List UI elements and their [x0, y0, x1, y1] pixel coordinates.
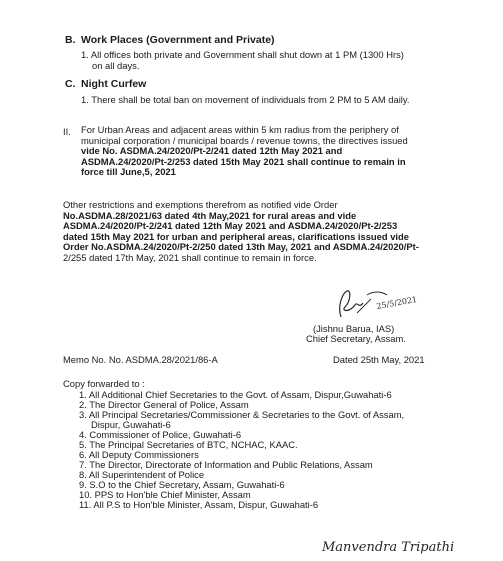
- other-restrictions-line: ASDMA.24/2020/Pt-2/241 dated 12th May 2021 and ASDMA.24/2020/Pt-2/253: [63, 221, 398, 232]
- memo-date: Dated 25th May, 2021: [333, 354, 425, 365]
- section-c-title: Night Curfew: [81, 78, 147, 90]
- chief-secretary-signature: [327, 283, 437, 323]
- memo-number: Memo No. No. ASDMA.28/2021/86-A: [63, 354, 218, 365]
- list-item: 3. All Principal Secretaries/Commissioner & Secretaries to the Govt. of Assam,: [79, 409, 405, 420]
- section-ii-line: force till June,5, 2021: [81, 167, 176, 178]
- signatory-name: (Jishnu Barua, IAS): [313, 323, 395, 334]
- signatory-designation: Chief Secretary, Assam.: [306, 333, 406, 344]
- list-item: 8. All Superintendent of Police: [79, 469, 205, 480]
- section-ii-line: vide No. ASDMA.24/2020/Pt-2/241 dated 12th May 2021 and: [81, 146, 343, 157]
- list-item: 1. All Additional Chief Secretaries to the Govt. of Assam, Dispur,Guwahati-6: [79, 389, 392, 400]
- other-restrictions-line: Order No.ASDMA.24/2020/Pt-2/250 dated 13th May, 2021 and ASDMA.24/2020/Pt-: [63, 242, 419, 253]
- section-b-marker: B.: [65, 34, 76, 46]
- section-ii-paragraph: [81, 125, 435, 196]
- list-item: 5. The Principal Secretaries of BTC, NCHAC, KAAC.: [79, 439, 298, 450]
- section-ii-marker: II.: [63, 126, 71, 137]
- section-ii-line: For Urban Areas and adjacent areas within 5 km radius from the periphery of: [81, 125, 399, 135]
- list-item: 6. All Deputy Commissioners: [79, 449, 199, 460]
- list-item: 7. The Director, Directorate of Information and Public Relations, Assam: [79, 459, 373, 470]
- copy-forwarded-heading: Copy forwarded to :: [63, 378, 145, 389]
- other-restrictions-line: Other restrictions and exemptions therefrom as notified vide Order: [63, 200, 338, 210]
- list-item: 2. The Director General of Police, Assam: [79, 399, 249, 410]
- section-ii-line: municipal corporation / municipal boards / revenue towns, the directives issued: [81, 135, 408, 146]
- list-item: 9. S.O to the Chief Secretary, Assam, Guwahati-6: [79, 479, 285, 490]
- other-restrictions-line: 2/255 dated 17th May, 2021 shall continue to remain in force.: [63, 252, 317, 263]
- section-b-item-1-cont: on all days.: [92, 60, 140, 71]
- section-c-item-1: 1. There shall be total ban on movement of individuals from 2 PM to 5 AM daily.: [81, 94, 410, 105]
- other-restrictions-line: No.ASDMA.28/2021/63 dated 4th May,2021 for rural areas and vide: [63, 210, 357, 221]
- other-restrictions-paragraph: [63, 200, 435, 264]
- bottom-signature: [318, 533, 468, 559]
- handwritten-date: 25/5/2021: [375, 294, 418, 311]
- list-item: Dispur, Guwahati-6: [91, 419, 171, 430]
- section-b-item-1: 1. All offices both private and Government shall shut down at 1 PM (1300 Hrs): [81, 49, 404, 60]
- section-ii-line: ASDMA.24/2020/Pt-2/253 dated 15th May 2021 shall continue to remain in: [81, 156, 406, 167]
- copy-forwarded-list: [79, 390, 404, 510]
- list-item: 11. All P.S to Hon'ble Minister, Assam, Dispur, Guwahati-6: [79, 499, 319, 510]
- section-b-title: Work Places (Government and Private): [81, 34, 275, 46]
- list-item: 10. PPS to Hon'ble Chief Minister, Assam: [79, 489, 251, 500]
- other-restrictions-line: dated 15th May 2021 for urban and peripheral areas, clarifications issued vide: [63, 231, 409, 242]
- section-c-marker: C.: [65, 78, 76, 90]
- bottom-signature-text: Manvendra Tripathi: [322, 540, 455, 555]
- list-item: 4. Commissioner of Police, Guwahati-6: [79, 429, 242, 440]
